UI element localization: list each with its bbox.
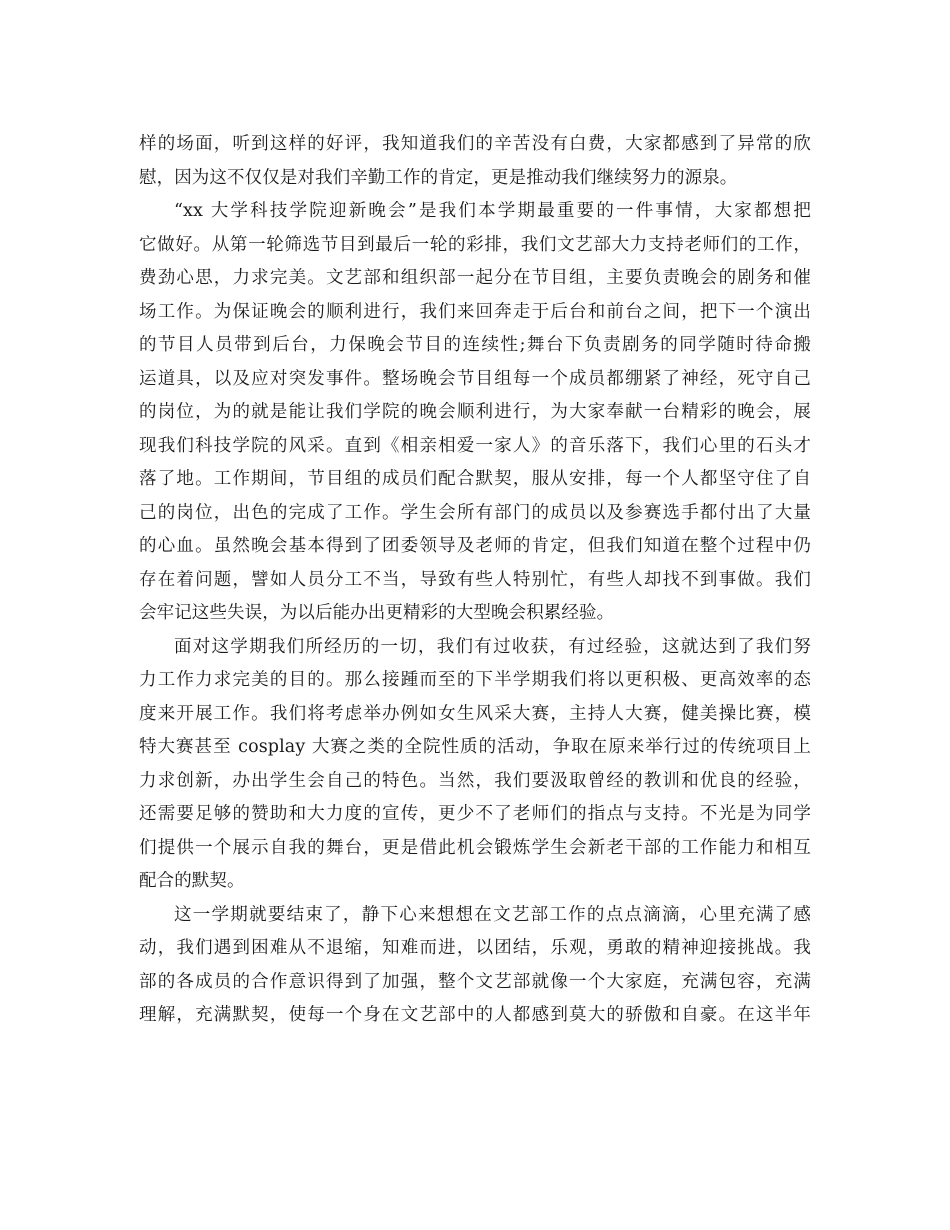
text-line: 这一学期就要结束了，静下心来想想在文艺部工作的点点滴滴，心里充满了感 [174,904,811,925]
text-line: 的心血。虽然晚会基本得到了团委领导及老师的肯定，但我们知道在整个过程中仍 [139,536,811,556]
text-line: 力求创新，办出学生会自己的特色。当然，我们要汲取曾经的教训和优良的经验， [139,770,811,791]
text-line: 己的岗位，出色的完成了工作。学生会所有部门的成员以及参赛选手都付出了大量 [139,502,811,523]
text-line: 面对这学期我们所经历的一切，我们有过收获，有过经验，这就达到了我们努 [174,636,811,657]
text-line: 配合的默契。 [139,871,245,891]
text-line: 慰，因为这不仅仅是对我们辛勤工作的肯定，更是推动我们继续努力的源泉。 [139,167,738,188]
text-line: 特大赛甚至 cosplay 大赛之类的全院性质的活动，争取在原来举行过的传统项目上 [139,737,811,757]
text-line: 部的各成员的合作意识得到了加强，整个文艺部就像一个大家庭，充满包容，充满 [139,971,811,992]
text-line: 它做好。从第一轮筛选节目到最后一轮的彩排，我们文艺部大力支持老师们的工作， [139,234,811,255]
text-line: “xx 大学科技学院迎新晚会”是我们本学期最重要的一件事情，大家都想把 [174,201,811,221]
text-line: 动，我们遇到困难从不退缩，知难而进，以团结，乐观，勇敢的精神迎接挑战。我 [139,938,811,958]
document-body [139,128,811,1033]
text-line: 存在着问题，譬如人员分工不当，导致有些人特别忙，有些人却找不到事做。我们 [139,569,811,590]
text-line: 的节目人员带到后台，力保晚会节目的连续性;舞台下负责剧务的同学随时待命搬 [139,335,811,355]
text-line: 费劲心思，力求完美。文艺部和组织部一起分在节目组，主要负责晚会的剧务和催 [139,268,811,288]
text-line: 力工作力求完美的目的。那么接踵而至的下半学期我们将以更积极、更高效率的态 [139,670,811,690]
text-line: 运道具，以及应对突发事件。整场晚会节目组每一个成员都绷紧了神经，死守自己 [139,368,811,389]
text-line: 的岗位，为的就是能让我们学院的晚会顺利进行，为大家奉献一台精彩的晚会，展 [139,402,811,422]
text-line: 落了地。工作期间，节目组的成员们配合默契，服从安排，每一个人都坚守住了自 [139,469,811,489]
text-line: 还需要足够的赞助和大力度的宣传，更少不了老师们的指点与支持。不光是为同学 [139,804,811,824]
text-line: 们提供一个展示自我的舞台，更是借此机会锻炼学生会新老干部的工作能力和相互 [139,837,811,858]
text-line: 度来开展工作。我们将考虑举办例如女生风采大赛，主持人大赛，健美操比赛，模 [139,703,811,724]
text-line: 会牢记这些失误，为以后能办出更精彩的大型晚会积累经验。 [139,603,615,623]
text-line: 理解，充满默契，使每一个身在文艺部中的人都感到莫大的骄傲和自豪。在这半年 [139,1005,811,1025]
text-line: 样的场面，听到这样的好评，我知道我们的辛苦没有白费，大家都感到了异常的欣 [139,134,811,154]
text-line: 现我们科技学院的风采。直到《相亲相爱一家人》的音乐落下，我们心里的石头才 [139,435,811,456]
text-line: 场工作。为保证晚会的顺利进行，我们来回奔走于后台和前台之间，把下一个演出 [139,301,811,322]
